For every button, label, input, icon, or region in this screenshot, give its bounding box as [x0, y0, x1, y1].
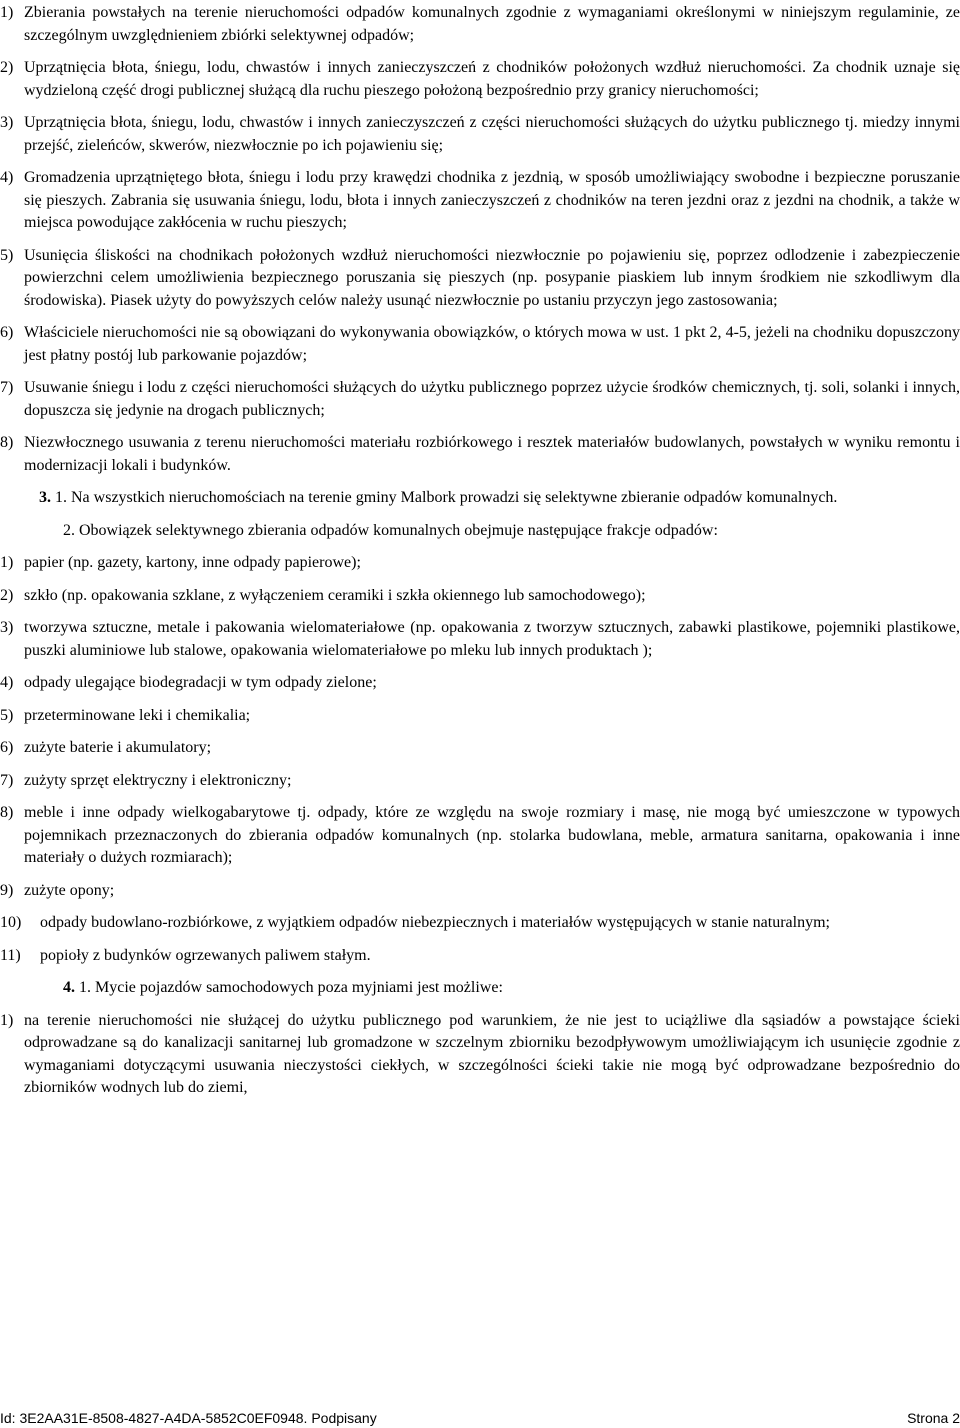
waste-fraction-item — [0, 672, 960, 695]
obligation-item-text: Usuwanie śniegu i lodu z części nieruchomości służących do użytku publicznego poprzez użycie środków chemicznych, tj. soli, solanki i innych, dopuszcza się jedynie na drogach publicznych; — [24, 379, 960, 419]
waste-fraction-item-text: zużyte opony; — [24, 881, 115, 899]
obligation-item — [0, 377, 960, 422]
waste-fraction-item — [0, 552, 960, 575]
waste-fraction-item-number: 5) — [0, 706, 14, 724]
waste-fraction-item-number: 3) — [0, 619, 14, 636]
obligation-item — [0, 112, 960, 157]
obligation-item — [0, 432, 960, 477]
waste-fraction-item-number: 8) — [0, 804, 14, 821]
obligation-item — [0, 2, 960, 47]
waste-fraction-item-text: popioły z budynków ogrzewanych paliwem stałym. — [40, 946, 371, 964]
waste-fraction-item — [0, 705, 960, 728]
car-washing-list — [0, 1010, 960, 1100]
waste-fraction-item-text: przeterminowane leki i chemikalia; — [24, 706, 251, 724]
section-4-paragraph-1 — [0, 977, 960, 1000]
waste-fraction-item-number: 10) — [0, 914, 22, 931]
waste-fraction-item-text: zużyty sprzęt elektryczny i elektroniczny; — [24, 771, 292, 789]
obligation-item-text: Niezwłocznego usuwania z terenu nieruchomości materiału rozbiórkowego i resztek materiałów budowlanych, powstałych w wyniku remontu i modernizacji lokali i budynków. — [24, 434, 960, 474]
obligation-item-text: Zbierania powstałych na terenie nieruchomości odpadów komunalnych zgodnie z wymaganiami określonymi w niniejszym regulaminie, ze szczególnym uwzględnieniem zbiórki selektywnej odpadów; — [24, 4, 960, 44]
document-id: Id: 3E2AA31E-8508-4827-A4DA-5852C0EF0948. Podpisany — [0, 1410, 377, 1426]
obligation-item-number: 1) — [0, 4, 14, 21]
car-washing-item-text: na terenie nieruchomości nie służącej do użytku publicznego pod warunkiem, że nie jest to uciążliwe dla sąsiadów a powstające ścieki odprowadzane są do kanalizacji sanitarnej lub gromadzone w szczelnym zbiorniku bezodpływowym umożliwiającym ich usunięcie zgodnie z wymaganiami dotyczącymi usuwania nieczystości ciekłych, w szczególności ścieki takie nie mogą być odprowadzane bezpośrednio do zbiorników wodnych lub do ziemi, — [24, 1011, 960, 1096]
obligation-item-number: 3) — [0, 114, 14, 131]
obligation-item-number: 2) — [0, 59, 14, 76]
car-washing-item-number: 1) — [0, 1011, 14, 1029]
waste-fractions-list — [0, 552, 960, 967]
page-footer — [0, 1410, 960, 1426]
section-3-paragraph-2: 2. Obowiązek selektywnego zbierania odpadów komunalnych obejmuje następujące frakcje odpadów: — [63, 521, 718, 539]
section-3-text: 1. Na wszystkich nieruchomościach na terenie gminy Malbork prowadzi się selektywne zbieranie odpadów komunalnych. — [51, 489, 838, 506]
waste-fraction-item-text: papier (np. gazety, kartony, inne odpady papierowe); — [24, 554, 361, 571]
obligation-item — [0, 245, 960, 313]
waste-fraction-item-text: odpady ulegające biodegradacji w tym odpady zielone; — [24, 674, 377, 691]
obligation-item — [0, 57, 960, 102]
waste-fraction-item — [0, 945, 960, 968]
section-4-number: 4. — [63, 979, 75, 996]
page-number: Strona 2 — [907, 1410, 960, 1426]
section-3-number: 3. — [39, 489, 51, 506]
waste-fraction-item-text: zużyte baterie i akumulatory; — [24, 739, 212, 756]
waste-fraction-item — [0, 880, 960, 903]
obligation-item-text: Właściciele nieruchomości nie są obowiązani do wykonywania obowiązków, o których mowa w ust. 1 pkt 2, 4-5, jeżeli na chodniku dopuszczony jest płatny postój lub parkowanie pojazdów; — [24, 324, 960, 364]
waste-fraction-item — [0, 585, 960, 608]
waste-fraction-item-text: odpady budowlano-rozbiórkowe, z wyjątkiem odpadów niebezpiecznych i materiałów występujących w stanie naturalnym; — [40, 914, 830, 931]
section-3-paragraph-1 — [0, 487, 960, 510]
obligation-item-number: 8) — [0, 434, 14, 451]
waste-fraction-item — [0, 770, 960, 793]
waste-fraction-item — [0, 617, 960, 662]
obligation-item — [0, 322, 960, 367]
obligation-item-text: Uprzątnięcia błota, śniegu, lodu, chwastów i innych zanieczyszczeń z chodników położonych wzdłuż nieruchomości. Za chodnik uznaje się wydzieloną część drogi publicznej służącą dla ruchu pieszego położoną bezpośrednio przy granicy nieruchomości; — [24, 59, 960, 99]
obligation-item-number: 4) — [0, 169, 14, 186]
waste-fraction-item-text: szkło (np. opakowania szklane, z wyłączeniem ceramiki i szkła okiennego lub samochodowego); — [24, 586, 646, 604]
obligation-item-number: 6) — [0, 324, 14, 341]
obligation-item-number: 5) — [0, 246, 14, 264]
waste-fraction-item-number: 1) — [0, 554, 14, 571]
waste-fraction-item — [0, 737, 960, 760]
obligation-item-number: 7) — [0, 379, 14, 396]
obligation-item-text: Gromadzenia uprzątniętego błota, śniegu i lodu przy krawędzi chodnika z jezdnią, w sposób umożliwiający swobodne i bezpieczne poruszanie się pieszych. Zabrania się usuwania śniegu, lodu, błota i innych zanieczyszczeń z chodników na teren jezdni oraz z jezdni na chodnik, a także w miejsca powodujące zakłócenia w ruchu pieszych; — [24, 169, 960, 231]
obligation-item-text: Usunięcia śliskości na chodnikach położonych wzdłuż nieruchomości niezwłocznie po pojawieniu się, poprzez odlodzenie i zabezpieczenie powierzchni celem umożliwienia bezpiecznego poruszania się pieszych (np. posypanie piaskiem lub innym środkiem nie szkodliwym dla środowiska). Piasek użyty do powyższych celów należy usunąć niezwłocznie po ustaniu przyczyn jego zastosowania; — [24, 246, 960, 309]
waste-fraction-item — [0, 912, 960, 935]
waste-fraction-item-number: 9) — [0, 881, 14, 899]
section-4-text: 1. Mycie pojazdów samochodowych poza myjniami jest możliwe: — [75, 979, 503, 996]
waste-fraction-item-number: 6) — [0, 739, 14, 756]
waste-fraction-item — [0, 802, 960, 870]
waste-fraction-item-number: 2) — [0, 586, 14, 604]
waste-fraction-item-number: 11) — [0, 946, 21, 964]
document-body — [0, 2, 960, 1100]
obligation-item-text: Uprzątnięcia błota, śniegu, lodu, chwastów i innych zanieczyszczeń z części nieruchomości służących do użytku publicznego tj. miedzy innymi przejść, zieleńców, skwerów, niezwłocznie po ich pojawieniu się; — [24, 114, 960, 154]
obligations-list — [0, 2, 960, 477]
waste-fraction-item-number: 7) — [0, 771, 14, 789]
waste-fraction-item-text: meble i inne odpady wielkogabarytowe tj. odpady, które ze względu na swoje rozmiary i masę, nie mogą być umieszczone w typowych pojemnikach przeznaczonych do zbierania odpadów komunalnych (np. stolarka budowlana, meble, armatura sanitarna, opakowania i inne materiały o dużych rozmiarach); — [24, 804, 960, 866]
waste-fraction-item-text: tworzywa sztuczne, metale i pakowania wielomateriałowe (np. opakowania z tworzyw sztucznych, zabawki plastikowe, pojemniki plastikowe, puszki aluminiowe lub stalowe, opakowania wielomateriałowe po mleku lub innych produktach ); — [24, 619, 960, 659]
waste-fraction-item-number: 4) — [0, 674, 14, 691]
car-washing-item — [0, 1010, 960, 1100]
obligation-item — [0, 167, 960, 235]
